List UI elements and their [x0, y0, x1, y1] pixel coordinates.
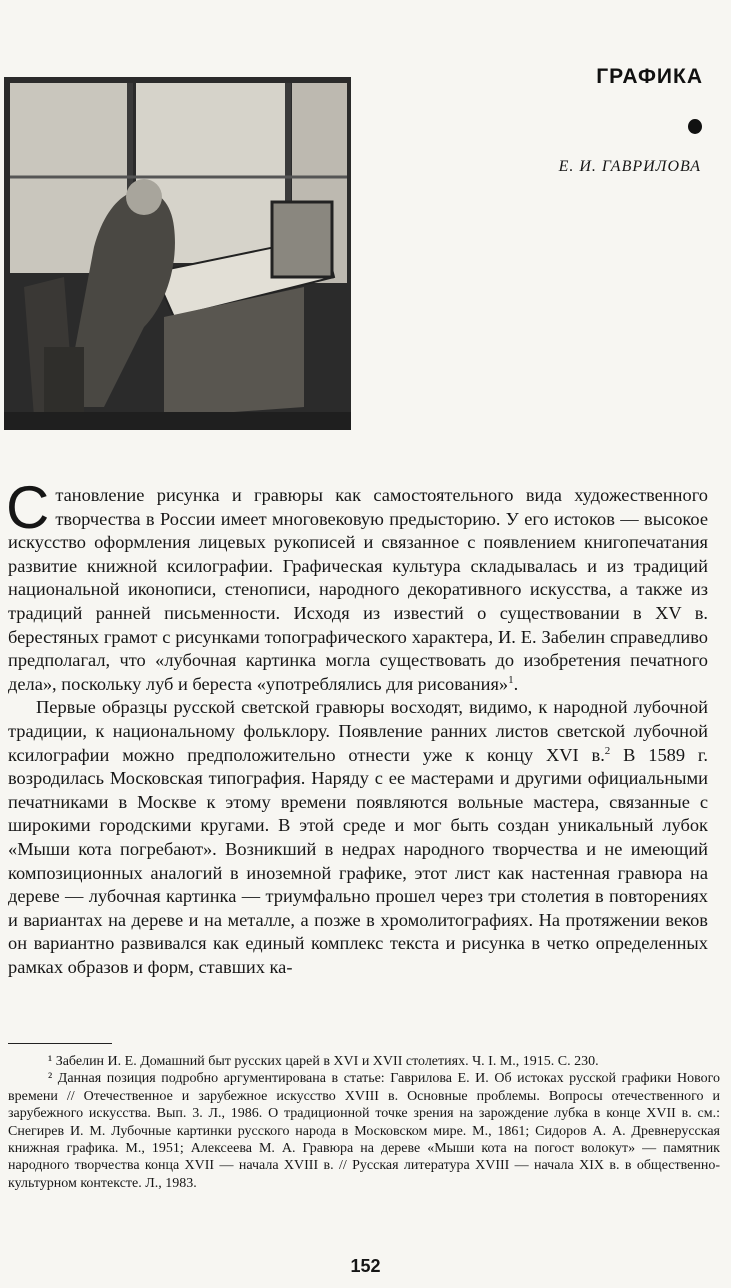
footnote-divider [8, 1043, 112, 1044]
bullet-dot-icon [688, 119, 702, 134]
page-number: 152 [350, 1256, 381, 1276]
article-body [6, 474, 708, 979]
paragraph-1 [6, 474, 708, 696]
footnote-ref-2: 2 [604, 744, 611, 757]
footnote-ref-1: 1 [508, 673, 514, 686]
author-name: Е. И. ГАВРИЛОВА [558, 158, 701, 175]
engraving-illustration [4, 77, 351, 430]
paragraph-2 [8, 696, 708, 979]
paragraph-1-text: тановление рисунка и гравюры как самостоятельного вида художественного творчества в России имеет многовековую предысторию. У его истоков — высокое искусство оформления лицевых рукописей и связанное с появлением книгопечатания развитие книжной ксилографии. Графическая культура складывалась и из традиций национальной иконописи, стенописи, народного декоративного искусства, а также из традиций ранней письменности. Исходя из известий о существовании в XV в. берестяных грамот с рисунками топографического характера, И. Е. Забелин справедливо предполагал, что «лубочная картинка могла существовать до изобретения печатного дела», поскольку луб и береста «употреблялись для рисования» [8, 485, 708, 694]
paragraph-2-text-a: Первые образцы русской светской гравюры восходят, видимо, к народной лубочной традиции, к национальному фольклору. Появление ранних листов светской лубочной ксилографии можно предположительно отнести уже к концу XVI в. [8, 697, 708, 765]
section-title: ГРАФИКА [596, 65, 703, 88]
paragraph-2-text-b: В 1589 г. возродилась Московская типография. Наряду с ее мастерами и другими официальными печатниками в Москве к этому времени появляются вольные мастера, связанные с широкими городскими кругами. В этой среде и мог быть создан уникальный лубок «Мыши кота погребают». Возникший в недрах народного творчества и не имеющий композиционных аналогий в иноземной графике, этот лист как настенная гравюра на дереве — лубочная картинка — триумфально прошел через три столетия в повторениях и вариантах на дереве и на металле, а позже в хромолитографиях. На протяжении веков он вариантно развивался как единый комплекс текста и рисунка в четко определенных рамках образов и форм, ставших ка- [8, 744, 708, 977]
paragraph-1-end: . [513, 673, 519, 694]
footnote-1: ¹ Забелин И. Е. Домашний быт русских царей в XVI и XVII столетиях. Ч. I. М., 1915. С. 230. [48, 1054, 599, 1069]
artist-at-drafting-table-icon [4, 77, 351, 430]
drop-cap: С [6, 474, 50, 541]
footnotes [8, 1053, 720, 1192]
footnote-2: ² Данная позиция подробно аргументирована в статье: Гаврилова Е. И. Об истоках русской графики Нового времени // Отечественное и зарубежное искусство XVIII в. Основные проблемы. Вопросы отечественного и зарубежного искусства. Вып. 3. Л., 1986. О традиционной точке зрения на зарождение лубка в конце XVII в. см.: Снегирев И. М. Лубочные картинки русского народа в Московском мире. М., 1861; Сидоров А. А. Древнерусская книжная графика. М., 1951; Алексеева М. А. Гравюра на дереве «Мыши кота на погост волокут» — памятник народного творчества конца XVII — начала XVIII в. // Русская литература XVIII — начала XIX в. в общественно-культурном контексте. Л., 1983. [8, 1071, 720, 1191]
